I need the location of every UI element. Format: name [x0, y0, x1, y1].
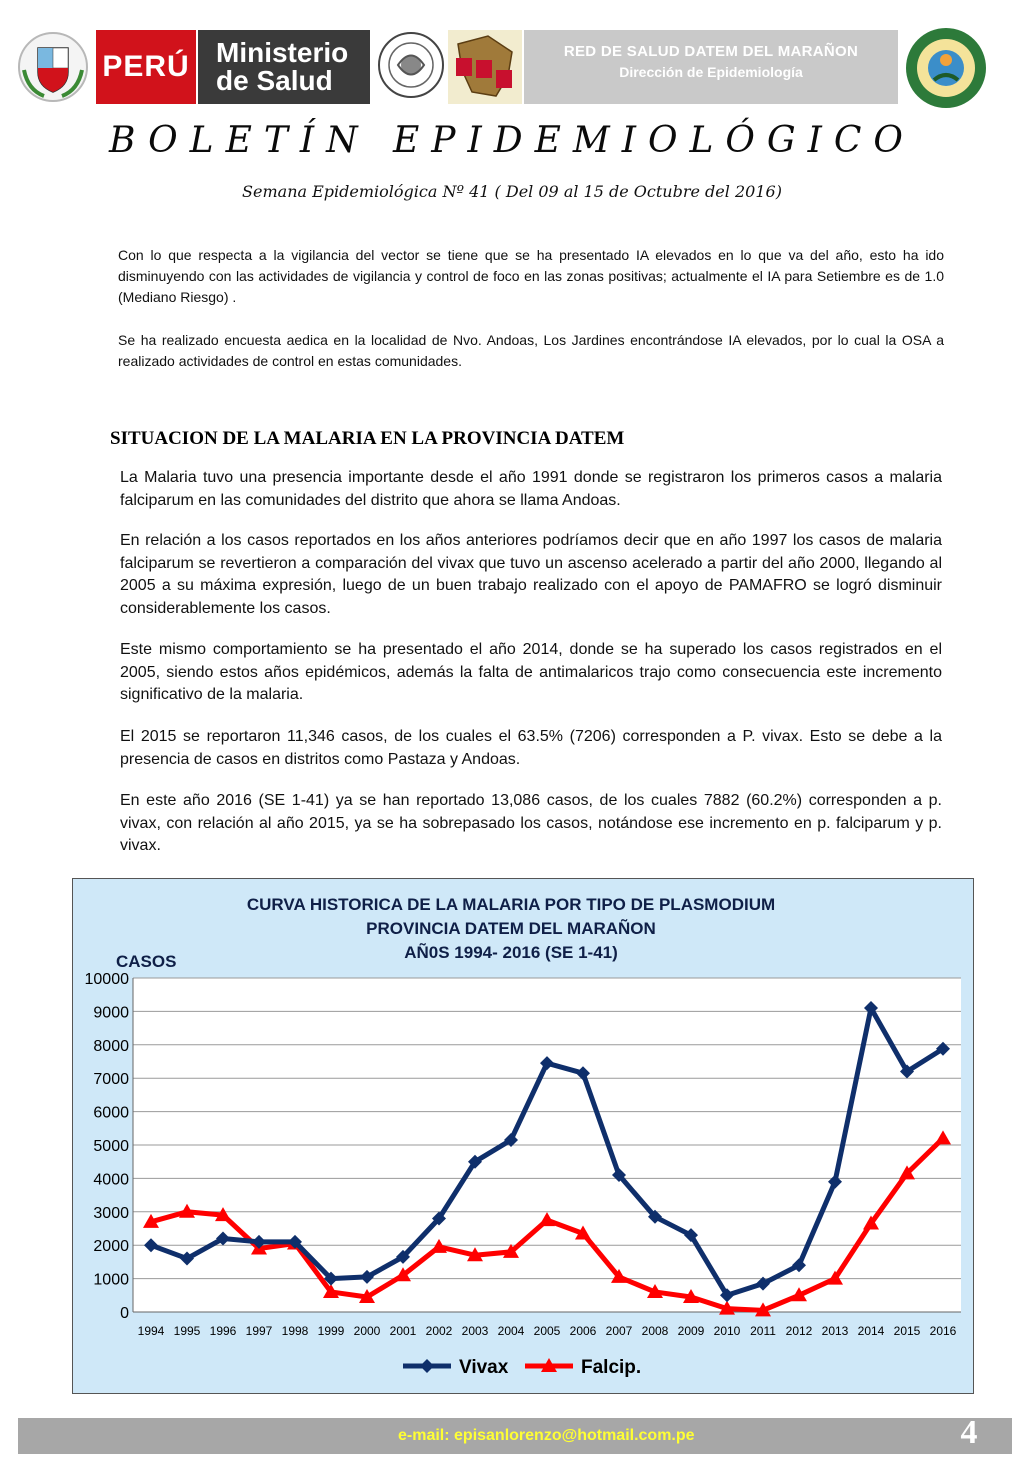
legend-swatch-marker-vivax	[420, 1359, 434, 1373]
y-tick-label-9000: 9000	[93, 1004, 129, 1022]
y-tick-label-0: 0	[120, 1305, 129, 1322]
x-tick-label-1999: 1999	[317, 1324, 345, 1338]
paragraph-history: La Malaria tuvo una presencia importante desde el año 1991 donde se registraron los primeros casos a malaria falciparum en las comunidades del distrito que ahora se llama Andoas.	[120, 469, 942, 509]
x-tick-label-2005: 2005	[533, 1324, 561, 1338]
renace-seal-logo	[376, 26, 446, 104]
legend-item-falcip	[525, 1357, 641, 1378]
x-tick-label-2001: 2001	[389, 1324, 417, 1338]
x-tick-label-1995: 1995	[173, 1324, 201, 1338]
dge-logo	[448, 30, 522, 104]
paragraph-2015: El 2015 se reportaron 11,346 casos, de los cuales el 63.5% (7206) corresponden a P. vivax. Esto se debe a la presencia de casos en distritos como Pastaza y Andoas.	[120, 728, 942, 768]
x-tick-label-2013: 2013	[821, 1324, 849, 1338]
legend-label-falcip: Falcip.	[581, 1357, 642, 1378]
x-tick-label-2004: 2004	[497, 1324, 525, 1338]
x-tick-label-1998: 1998	[281, 1324, 309, 1338]
x-tick-label-2009: 2009	[677, 1324, 705, 1338]
coat-of-arms-logo	[14, 30, 92, 104]
organization-banner	[524, 30, 898, 104]
ministry-line-1: Ministerio	[216, 37, 349, 68]
y-tick-label-4000: 4000	[93, 1171, 129, 1189]
x-tick-label-2007: 2007	[605, 1324, 633, 1338]
paragraph-2014: Este mismo comportamiento se ha presentado el año 2014, donde se ha superado los casos registrados en el 2005, siendo estos años epidémicos, además la falta de antimalaricos trajo como consecuencia este incremento significativo de la malaria.	[120, 641, 942, 703]
x-tick-label-2016: 2016	[929, 1324, 957, 1338]
x-tick-label-2011: 2011	[750, 1324, 776, 1338]
section-heading: SITUACION DE LA MALARIA EN LA PROVINCIA DATEM	[110, 428, 625, 449]
malaria-chart	[72, 878, 974, 1394]
chart-legend	[403, 1357, 641, 1378]
x-tick-label-2006: 2006	[569, 1324, 597, 1338]
paragraph-2016: En este año 2016 (SE 1-41) ya se han reportado 13,086 casos, de los cuales 7882 (60.2%) corresponden a p. vivax, con relación al año 2015, ya se ha sobrepasado los casos, notándose ese incremento en p. falciparum y p. vivax.	[120, 792, 942, 854]
y-tick-label-5000: 5000	[93, 1138, 129, 1155]
intro-paragraph-survey: Se ha realizado encuesta aedica en la localidad de Nvo. Andoas, Los Jardines encontrándose IA elevados, por lo cual la OSA a realizado actividades de control en estas comunidades.	[118, 332, 944, 369]
peru-logo: PERÚ	[96, 30, 196, 104]
footer-email: e-mail: episanlorenzo@hotmail.com.pe	[398, 1427, 695, 1444]
y-tick-label-10000: 10000	[84, 971, 129, 988]
bulletin-title: BOLETÍN EPIDEMIOLÓGICO	[109, 120, 915, 161]
red-de-salud-seal-logo	[904, 26, 988, 110]
x-tick-label-1997: 1997	[245, 1324, 273, 1338]
legend-label-vivax: Vivax	[459, 1357, 509, 1378]
y-tick-label-6000: 6000	[93, 1104, 129, 1122]
ministry-logo	[198, 30, 370, 104]
x-tick-label-1994: 1994	[137, 1324, 165, 1338]
legend-item-vivax	[403, 1357, 509, 1378]
y-tick-label-8000: 8000	[93, 1037, 129, 1055]
ministry-line-2: de Salud	[216, 65, 333, 96]
x-tick-label-2015: 2015	[893, 1324, 921, 1338]
chart-y-axis-label: CASOS	[116, 952, 177, 971]
x-tick-label-2012: 2012	[785, 1324, 813, 1338]
y-tick-label-2000: 2000	[93, 1238, 129, 1256]
malaria-chart-svg	[73, 879, 973, 1393]
chart-title-line-2: PROVINCIA DATEM DEL MARAÑON	[366, 919, 656, 938]
intro-paragraph-vector: Con lo que respecta a la vigilancia del vector se tiene que se ha presentado IA elevados en lo que va del año, esto ha ido disminuyendo con las actividades de vigilancia y control de foco en las zonas positivas; actualmente el IA para Setiembre es de 1.0 (Mediano Riesgo) .	[118, 247, 944, 305]
y-tick-label-1000: 1000	[93, 1271, 129, 1289]
x-tick-label-1996: 1996	[209, 1324, 237, 1338]
y-tick-label-3000: 3000	[93, 1204, 129, 1222]
x-tick-label-2010: 2010	[713, 1324, 741, 1338]
x-tick-label-2003: 2003	[461, 1324, 489, 1338]
y-tick-label-7000: 7000	[93, 1071, 129, 1089]
chart-grid	[133, 978, 961, 1312]
page-number: 4	[960, 1414, 978, 1451]
epidemiological-week-subtitle: Semana Epidemiológica Nº 41 ( Del 09 al 15 de Octubre del 2016)	[242, 182, 782, 201]
organization-subtitle: Dirección de Epidemiología	[619, 64, 803, 80]
x-tick-label-2008: 2008	[641, 1324, 669, 1338]
x-tick-label-2014: 2014	[857, 1324, 885, 1338]
x-tick-label-2000: 2000	[353, 1324, 381, 1338]
paragraph-comparison: En relación a los casos reportados en los años anteriores podríamos decir que en año 1997 los casos de malaria falciparum se revertieron a comparación del vivax que tuvo un ascenso acelerado a partir del año 2000, llegando al 2005 a su máxima expresión, luego de un buen trabajo realizado con el apoyo de PAMAFRO se logró disminuir considerablemente los casos.	[120, 532, 942, 617]
organization-name: RED DE SALUD DATEM DEL MARAÑON	[563, 43, 859, 60]
chart-title-line-3: AÑ0S 1994- 2016 (SE 1-41)	[404, 943, 618, 962]
chart-title	[247, 895, 775, 962]
x-tick-label-2002: 2002	[425, 1324, 453, 1338]
chart-title-line-1: CURVA HISTORICA DE LA MALARIA POR TIPO DE PLASMODIUM	[246, 895, 776, 914]
